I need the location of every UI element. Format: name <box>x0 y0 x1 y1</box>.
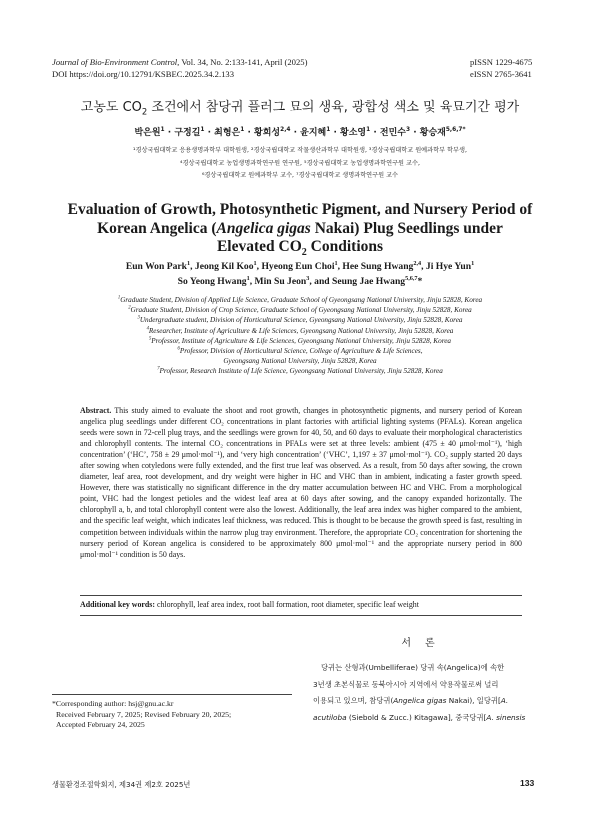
keywords-label: Additional key words: <box>80 600 155 609</box>
korean-author-name: 황승재 <box>419 128 446 138</box>
received-dates: Received February 7, 2025; Revised February 20, 2025; <box>56 709 232 719</box>
abstract <box>80 405 522 560</box>
korean-affiliations <box>40 145 560 183</box>
abstract-text: This study aimed to evaluate the shoot and root growth, changes in photosynthetic pigments, and nursery period of Korean angelica plug seedlings under different CO₂ concentrations in plant factories with artificial lighting systems (PFALs). Korean angelica seeds were sown in 72-cell plug trays, and the seedlings were grown for 40, 50, and 60 days to evaluate their morphological characteristics and chlorophyll contents. The internal CO₂ concentrations in PFALs were set at three levels: ambient (475 ± 40 μmol·mol⁻¹), ‘high concentration’ (‘HC’, 758 ± 29 μmol·mol⁻¹), and ‘very high concentration’ (‘VHC’, 1,197 ± 37 μmol·mol⁻¹). CO₂ supply started 20 days after sowing when cotyledons were fully extended, and the first true leaf was observed. As a result, from 50 days after sowing, the crown diameter, leaf area, root development, and dry weight were higher in HC and VHC than in ambient, indicating a faster growth speed. However, there was statistically no significant difference in the dry matter accumulation between HC and VHC. From a morphological point, VHC had the longest petioles and the widest leaf area at 60 days after sowing, and the canopy expanded horizontally. The chlorophyll a, b, and total chlorophyll content were also the lowest. Additionally, the leaf area index was higher compared to the ambient, and the specific leaf weight, which indicates leaf thickness, was reduced. This is thought to be because the growth speed is fast, resulting in competition between individuals within the narrow plug tray environment. Therefore, the appropriate CO₂ concentration for shortening the nursery period of Korean angelica is considered to be approximately 800 μmol·mol⁻¹ and the appropriate nursery period in 800 μmol·mol⁻¹ condition is 50 days. <box>80 406 522 559</box>
page-number: 133 <box>520 778 535 788</box>
korean-author-name: 구정길 <box>174 128 201 138</box>
author-name: Hyeong Eun Choi <box>261 261 335 272</box>
korean-author-name: 황소영 <box>340 128 367 138</box>
corresponding-author[interactable]: *Corresponding author: hsj@gnu.ac.kr <box>52 699 174 708</box>
affiliation-line: $^2$Graduate Student, Division of Crop Science, Graduate School of Gyeongsang National University, Jinju 52828, Korea <box>128 305 472 315</box>
journal-header <box>52 56 307 80</box>
korean-author-name: 윤지혜 <box>300 128 327 138</box>
corresponding-note <box>52 699 231 731</box>
pissn: pISSN 1229-4675 <box>470 57 533 67</box>
accepted-date: Accepted February 24, 2025 <box>56 720 145 730</box>
korean-author-name: 전민수 <box>379 128 406 138</box>
affiliation-line: $^5$Professor, Institute of Agriculture & Life Sciences, Gyeongsang National University, Jinju 52828, Korea <box>148 336 452 345</box>
author-name: Ji Hye Yun <box>425 261 472 272</box>
korean-author-name: 박은원 <box>134 128 161 138</box>
footnote-divider <box>52 694 292 695</box>
korean-affiliation-line: ⁴경상국립대학교 농업생명과학연구원 연구원, ⁵경상국립대학교 농업생명과학연구원 교수, <box>180 159 420 167</box>
affiliation-line: $^6$Professor, Division of Horticultural Science, College of Agriculture & Life Sciences, <box>177 346 423 356</box>
affiliation-line: $^1$Graduate Student, Division of Applied Life Science, Graduate School of Gyeongsang National University, Jinju 52828, Korea <box>117 295 483 304</box>
author-name: Hee Sung Hwang <box>342 261 414 272</box>
footer-journal: 생물환경조절학회지, 제34권 제2호 2025년 <box>52 780 191 789</box>
keywords <box>80 600 530 609</box>
abstract-label: Abstract. <box>80 406 112 415</box>
author-line: Eun Won Park$^1$, Jeong Kil Koo$^1$, Hyeong Eun Choi$^1$, Hee Sung Hwang$^{2,4}$, Ji Hye Yun$^1$ <box>125 259 475 272</box>
intro-body: 당귀는 산형과(Umbelliferae) 당귀 속(Angelica)에 속한 3년생 초본식물로 동북아시아 지역에서 약용작물로써 널리 이용되고 있으며, 참당귀(Angelica gigas Nakai), 일당귀[A. acutiloba (Siebold & Zucc.) Kitagawa], 중국당귀[A. sinensis <box>313 663 526 722</box>
korean-author-name: 최형은 <box>214 128 241 138</box>
journal-name: Journal of Bio-Environment Control, <box>52 57 180 67</box>
issn-block <box>470 56 532 80</box>
author-line: So Yeong Hwang$^1$, Min Su Jeon$^3$, and Seung Jae Hwang$^{5,6,7}$* <box>177 274 423 287</box>
english-title: Evaluation of Growth, Photosynthetic Pigment, and Nursery Period of Korean Angelica (Angelica gigas Nakai) Plug Seedlings under Elevated $CO_2$ Conditions <box>67 201 533 259</box>
divider <box>80 615 522 616</box>
english-authors <box>40 259 560 289</box>
korean-affiliation-line: ¹경상국립대학교 응용생명과학부 대학원생, ²경상국립대학교 작물생산과학부 대학원생, ³경상국립대학교 원예과학부 학부생, <box>133 147 467 154</box>
affiliation-line: $^3$Undergraduate student, Division of Horticultural Science, Gyeongsang National University, Jinju 52828, Korea <box>137 316 463 325</box>
affiliation-line: $^7$Professor, Research Institute of Life Science, Gyeongsang National University, Jinju 52828, Korea <box>157 367 443 376</box>
korean-affiliation-line: ⁶경상국립대학교 원예과학부 교수, ⁷경상국립대학교 생명과학연구원 교수 <box>201 172 399 179</box>
author-name: Jeong Kil Koo <box>194 261 254 272</box>
doi-line[interactable]: DOI https://doi.org/10.12791/KSBEC.2025.34.2.133 <box>52 69 234 79</box>
volume-info: Vol. 34, No. 2:133-141, April (2025) <box>181 57 308 67</box>
intro-heading: 서론 <box>401 638 449 649</box>
affiliation-line: $^4$Researcher, Institute of Agriculture & Life Sciences, Gyeongsang National University, Jinju 52828, Korea <box>146 326 454 335</box>
keywords-text: chlorophyll, leaf area index, root ball formation, root diameter, specific leaf weight <box>154 600 419 609</box>
korean-author-name: 황희성 <box>254 128 281 138</box>
korean-authors: 박은원$^1$ · 구정길$^1$ · 최형은$^1$ · 황희성$^{2,4}$ · 윤지혜$^1$ · 황소영$^1$ · 전민수$^3$ · 황승재$^{5,6,7*}$ <box>134 127 466 138</box>
author-name: Min Su Jeon <box>254 276 307 287</box>
author-name: Eun Won Park <box>125 261 187 272</box>
affiliation-line: Gyeongsang National University, Jinju 52828, Korea <box>223 357 377 366</box>
eissn: eISSN 2765-3641 <box>470 69 532 79</box>
author-name: So Yeong Hwang <box>177 276 247 287</box>
divider <box>80 595 522 596</box>
korean-title: 고농도 $CO_2$ 조건에서 참당귀 플러그 묘의 생육, 광합성 색소 및 육묘기간 평가 <box>80 100 520 117</box>
english-affiliations <box>30 295 570 377</box>
